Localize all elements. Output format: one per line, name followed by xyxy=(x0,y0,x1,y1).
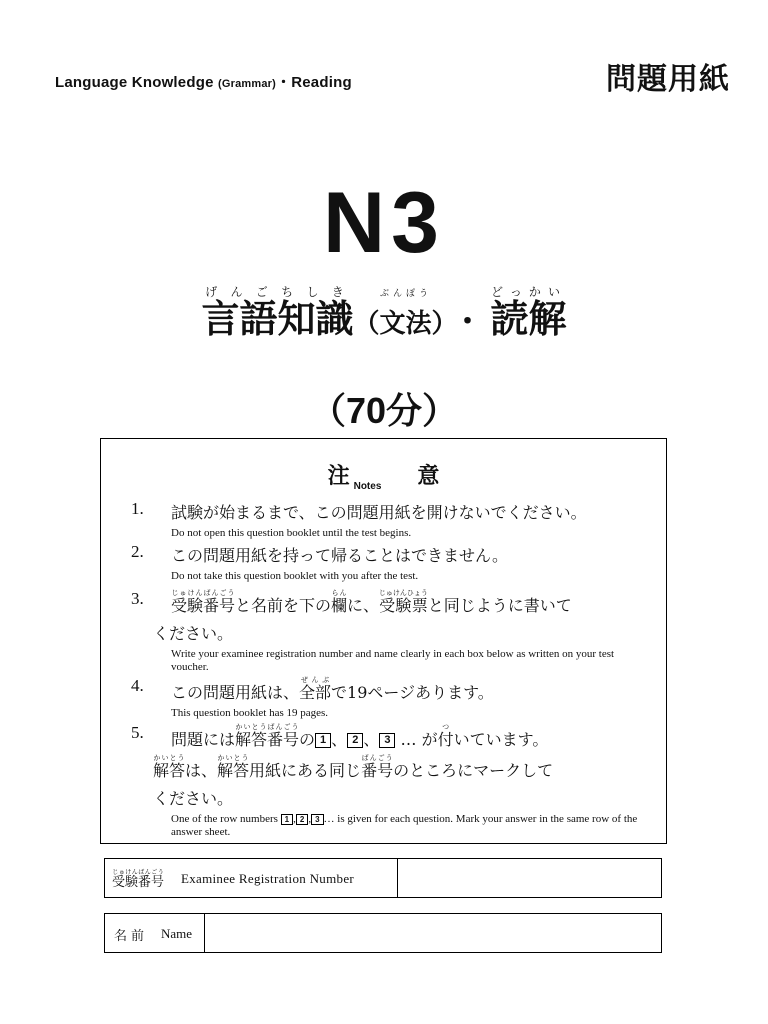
header-subject-english xyxy=(55,71,352,92)
paren-close: ） xyxy=(431,309,445,339)
subject-word-reading: 読解どっかい xyxy=(490,285,567,341)
note-item-4 xyxy=(131,676,641,720)
note-item-3 xyxy=(131,589,641,674)
subject-dot: ・ xyxy=(452,305,483,340)
name-label-jp: 名前 xyxy=(114,929,149,944)
subject-word-language-knowledge: 言語知識げんごちしき xyxy=(201,285,354,341)
registration-label-jp: 受験番号じゅけんばんごう xyxy=(112,869,165,890)
paren-open: （ xyxy=(353,309,380,339)
note-english: One of the row numbers 1 , 2 , 3 … is given for each question. Mark your answer in the same row of the answer sheet. xyxy=(171,813,638,838)
header-subject-main: Language Knowledge xyxy=(55,74,218,91)
note-number: 4. xyxy=(131,676,144,695)
registration-number-row xyxy=(104,858,662,898)
row-number-box-1: 1 xyxy=(315,733,331,748)
notes-title: 注 $_{Notes}$ 意 xyxy=(327,464,440,492)
note-japanese: 受験番号じゅけんばんごうと名前を下の欄らんに、受験票じゅけんひょうと同じように書いて xyxy=(171,589,572,615)
registration-label-en: Examinee Registration Number xyxy=(181,871,355,886)
note-number: 3. xyxy=(131,589,144,608)
row-number-box-small-2: 2 xyxy=(296,814,308,825)
row-number-box-small-3: 3 xyxy=(311,814,323,825)
name-field[interactable] xyxy=(205,914,661,952)
note-english: Do not take this question booklet with you after the test. xyxy=(171,570,419,582)
note-japanese-line-2: 解答かいとうは、解答かいとう用紙にある同じ番号ばんごうのところにマークして xyxy=(153,754,554,780)
row-number-box-2: 2 xyxy=(347,733,363,748)
row-number-box-3: 3 xyxy=(379,733,395,748)
note-japanese-continued: ください。 xyxy=(153,624,234,643)
test-duration: （70分） xyxy=(309,390,459,431)
header-booklet-label: 問題用紙 xyxy=(606,62,730,97)
name-label-cell xyxy=(105,914,205,952)
note-english: This question booklet has 19 pages. xyxy=(171,707,329,719)
name-label-en: Name xyxy=(161,926,193,941)
note-item-1 xyxy=(131,499,641,540)
note-number: 5. xyxy=(131,723,144,742)
header-subject-reading: Reading xyxy=(291,74,352,91)
note-japanese: 問題には解答番号かいとうばんごうの 1 、 2 、 3 … が付ついています。 xyxy=(171,723,549,749)
note-english: Write your examinee registration number and name clearly in each box below as written on your test voucher. xyxy=(171,648,615,673)
registration-number-field[interactable] xyxy=(398,859,661,897)
note-japanese-continued: ください。 xyxy=(153,789,234,808)
notes-box xyxy=(100,438,667,844)
note-japanese: この問題用紙を持って帰ることはできません。 xyxy=(171,546,508,565)
note-number: 1. xyxy=(131,499,144,518)
row-number-box-small-1: 1 xyxy=(281,814,293,825)
subject-title xyxy=(0,285,768,343)
name-row xyxy=(104,913,662,953)
note-item-2 xyxy=(131,542,641,583)
header-subject-sub: (Grammar) xyxy=(217,78,277,90)
level-title: N3 xyxy=(323,175,445,271)
note-number: 2. xyxy=(131,542,144,561)
note-japanese: 試験が始まるまで、この問題用紙を開けないでください。 xyxy=(171,503,587,522)
note-japanese: この問題用紙は、全部ぜんぶで19ページあります。 xyxy=(171,676,494,702)
header-subject-dot: ・ xyxy=(276,74,292,91)
registration-label-cell xyxy=(105,859,398,897)
subject-word-grammar: 文法ぶんぽう xyxy=(379,289,432,339)
note-english: Do not open this question booklet until the test begins. xyxy=(171,527,412,539)
note-item-5 xyxy=(131,723,641,839)
